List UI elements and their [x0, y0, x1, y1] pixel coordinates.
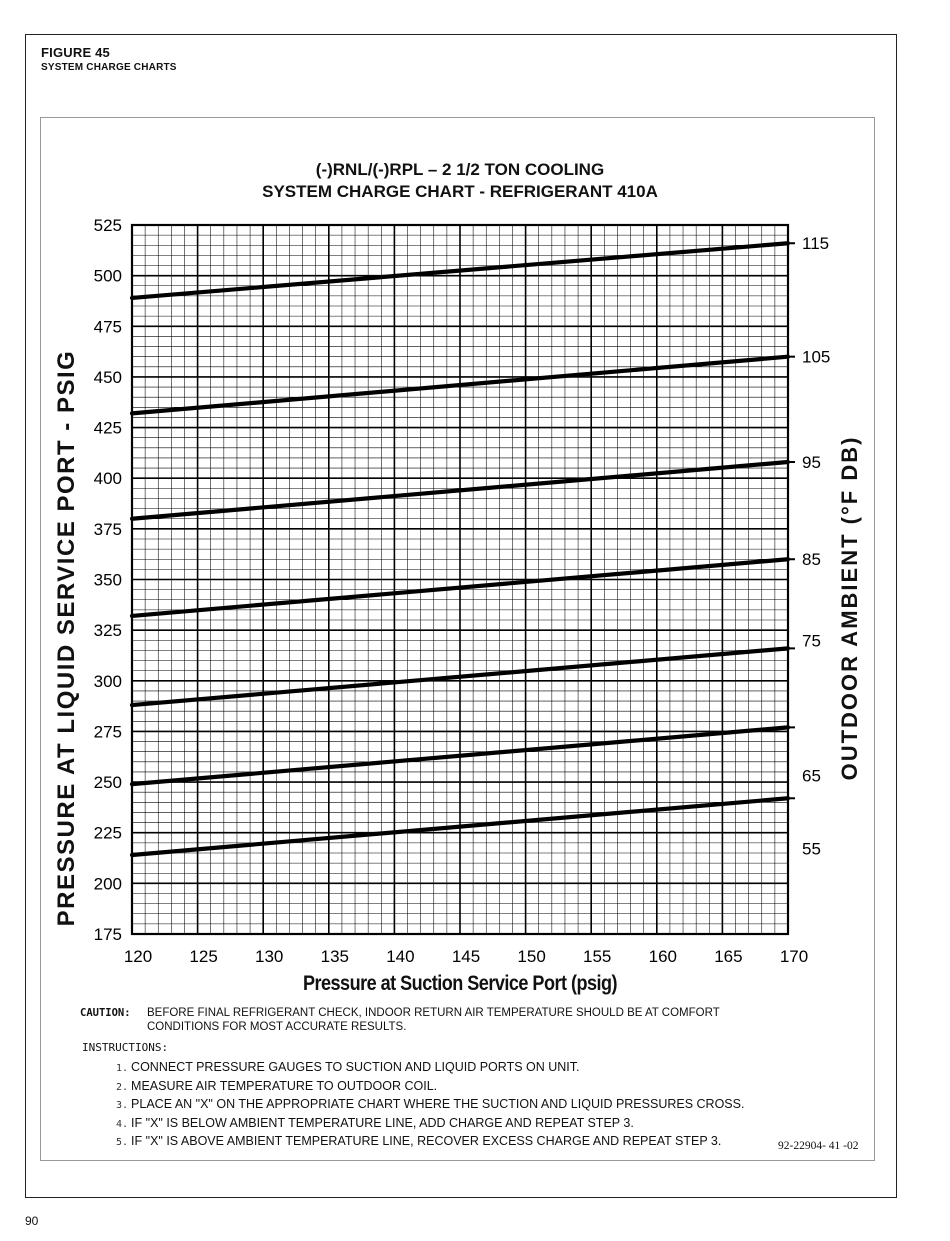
y-tick-label: 350 [93, 570, 122, 590]
chart-title: (-)RNL/(-)RPL – 2 1/2 TON COOLING [315, 160, 605, 179]
instruction-step: 5. IF "X" IS ABOVE AMBIENT TEMPERATURE LINE, RECOVER EXCESS CHARGE AND REPEAT STEP 3. [116, 1134, 722, 1148]
x-axis-title: Pressure at Suction Service Port (psig) [302, 972, 618, 995]
document-code: 92-22904- 41 -02 [778, 1140, 859, 1152]
caution-text: BEFORE FINAL REFRIGERANT CHECK, INDOOR RETURN AIR TEMPERATURE SHOULD BE AT COMFORT CONDITIONS FOR MOST ACCURATE RESULTS. [147, 1007, 720, 1033]
x-tick-label: 130 [255, 947, 284, 966]
secondary-axis-title: OUTDOOR AMBIENT (°F DB) [837, 435, 862, 781]
x-tick-label: 155 [583, 947, 612, 966]
y-tick-label: 400 [93, 469, 122, 489]
x-tick-label: 150 [517, 947, 546, 966]
ambient-label-95: 95 [802, 453, 821, 473]
x-tick-label: 135 [320, 947, 349, 966]
instruction-step: 4. IF "X" IS BELOW AMBIENT TEMPERATURE LINE, ADD CHARGE AND REPEAT STEP 3. [116, 1115, 634, 1130]
instructions-label: INSTRUCTIONS: [82, 1041, 169, 1054]
x-tick-label: 165 [714, 947, 743, 966]
y-tick-label: 525 [93, 216, 122, 235]
ambient-label-105: 105 [802, 347, 831, 367]
x-tick-label: 120 [123, 947, 153, 966]
y-axis-title: PRESSURE AT LIQUID SERVICE PORT - PSIG [53, 349, 80, 927]
ambient-label-65: 65 [802, 766, 821, 786]
page-number: 90 [25, 1214, 39, 1228]
tick-labels [94, 216, 831, 966]
y-tick-label: 375 [93, 519, 122, 539]
x-tick-label: 140 [386, 947, 415, 966]
y-tick-label: 475 [93, 317, 122, 337]
y-tick-label: 450 [93, 367, 122, 387]
x-tick-label: 145 [451, 947, 481, 966]
chart-subtitle: SYSTEM CHARGE CHART - REFRIGERANT 410A [262, 182, 658, 201]
y-tick-label: 325 [93, 621, 122, 641]
y-tick-label: 200 [93, 874, 122, 894]
y-tick-label: 300 [93, 671, 122, 691]
y-tick-label: 425 [93, 418, 122, 438]
figure-subtitle: SYSTEM CHARGE CHARTS [41, 62, 177, 73]
instruction-step: 2. MEASURE AIR TEMPERATURE TO OUTDOOR COIL. [116, 1078, 438, 1093]
y-tick-label: 225 [93, 823, 122, 843]
x-tick-label: 125 [189, 947, 218, 966]
caution-label: CAUTION: [80, 1007, 131, 1019]
y-tick-label: 275 [93, 722, 122, 742]
y-tick-label: 175 [93, 925, 122, 944]
ambient-label-55: 55 [802, 839, 821, 859]
x-tick-label: 160 [648, 947, 677, 966]
instruction-step: 3. PLACE AN "X" ON THE APPROPRIATE CHART WHERE THE SUCTION AND LIQUID PRESSURES CROSS. [116, 1097, 745, 1111]
instructions-list [116, 1059, 744, 1152]
figure-label: FIGURE 45 [41, 45, 110, 60]
ambient-label-85: 85 [802, 550, 821, 570]
instruction-step: 1. CONNECT PRESSURE GAUGES TO SUCTION AND LIQUID PORTS ON UNIT. [116, 1060, 580, 1074]
ambient-label-75: 75 [802, 631, 821, 651]
ambient-label-115: 115 [802, 234, 830, 254]
y-tick-label: 500 [93, 266, 122, 286]
y-tick-label: 250 [93, 773, 122, 793]
x-tick-label: 170 [779, 947, 809, 966]
